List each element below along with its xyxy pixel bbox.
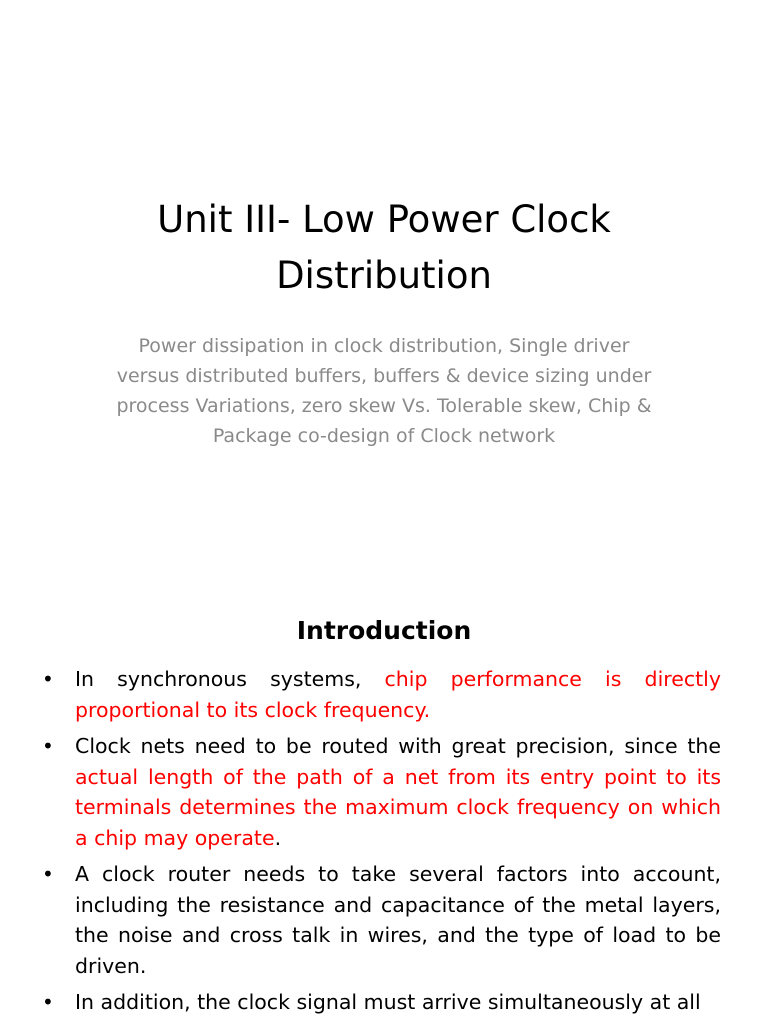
- list-item: [40, 664, 721, 725]
- section-heading: Introduction: [296, 616, 472, 645]
- bullet-icon: •: [42, 734, 54, 758]
- bullet-highlight: chip performance is directly proportional to its clock frequency.: [75, 667, 721, 722]
- bullet-tail: .: [274, 825, 282, 850]
- bullet-text: Clock nets need to be routed with great precision, since the: [75, 734, 721, 758]
- list-item: [40, 859, 721, 981]
- bullet-text: In synchronous systems,: [75, 667, 385, 691]
- bullet-highlight: actual length of the path of a net from its entry point to its terminals determines the maximum clock frequency on which a chip may operate: [75, 764, 721, 850]
- title-line-1: Unit III- Low Power Clock: [157, 198, 611, 241]
- bullet-icon: •: [42, 862, 54, 886]
- title-line-2: Distribution: [276, 254, 492, 297]
- bullet-text: A clock router needs to take several factors into account, including the resistance and capacitance of the metal layers, the noise and cross talk in wires, and the type of load to be driven.: [75, 862, 721, 978]
- bullet-text: In addition, the clock signal must arrive simultaneously at all: [75, 990, 701, 1014]
- slide-subtitle: Power dissipation in clock distribution, Single driver versus distributed buffers, buffers & device sizing under process Variations, zero skew Vs. Tolerable skew, Chip & Package co-design of Clock network: [116, 335, 652, 447]
- bullet-icon: •: [42, 990, 54, 1014]
- bullet-list: [40, 664, 721, 1024]
- bullet-icon: •: [42, 667, 54, 691]
- list-item: [40, 731, 721, 853]
- page-title: [84, 192, 684, 304]
- list-item: [40, 987, 721, 1018]
